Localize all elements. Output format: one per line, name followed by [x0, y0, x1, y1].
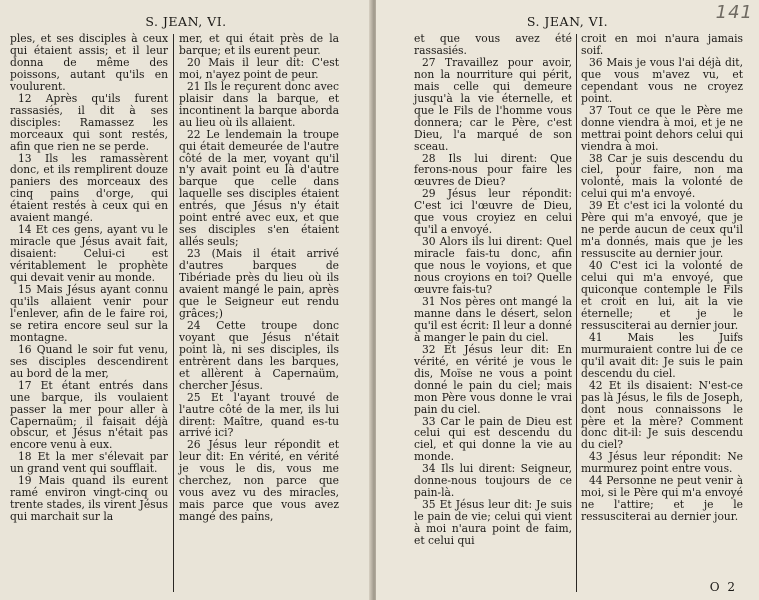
right-page — [376, 0, 759, 600]
verse: 25 Et l'ayant trouvé de l'autre côté de la mer, ils lui dirent: Maître, quand es-tu arrivé ici? — [179, 390, 339, 440]
verse: 35 Et Jésus leur dit: Je suis le pain de vie; celui qui vient à moi n'aura point de faim, et celui qui — [414, 498, 572, 548]
verse: 19 Mais quand ils eurent ramé environ vingt-cinq ou trente stades, ils virent Jésus qui marchait sur la — [10, 474, 168, 524]
verse: 40 C'est ici la volonté de celui qui m'a envoyé, que quiconque contemple le Fils et croit en lui, ait la vie éternelle; et je le ressusciterai au dernier jour. — [581, 259, 743, 332]
right-column-rule — [576, 34, 577, 592]
verse: 30 Alors ils lui dirent: Quel miracle fais-tu donc, afin que nous le voyions, et que nous croyions en toi? Quelle œuvre fais-tu? — [414, 235, 572, 297]
left-column-2 — [179, 33, 339, 523]
verse: 33 Car le pain de Dieu est celui qui est descendu du ciel, et qui donne la vie au monde. — [414, 414, 572, 464]
left-column-1 — [10, 33, 168, 523]
verse: 42 Et ils disaient: N'est-ce pas là Jésus, le fils de Joseph, dont nous connaissons le père et la mère? Comment donc dit-il: Je suis descendu du ciel? — [581, 378, 743, 452]
verse: 29 Jésus leur répondit: C'est ici l'œuvre de Dieu, que vous croyiez en celui qu'il a envoyé. — [414, 187, 572, 237]
verse: 12 Après qu'ils furent rassasiés, il dit à ses disciples: Ramassez les morceaux qui sont restés, afin que rien ne se perde. — [10, 91, 168, 153]
verse: 43 Jésus leur répondit: Ne murmurez point entre vous. — [581, 450, 743, 476]
verse: 41 Mais les Juifs murmuraient contre lui de ce qu'il avait dit: Je suis le pain descendu du ciel. — [581, 330, 743, 380]
verse: 34 Ils lui dirent: Seigneur, donne-nous toujours de ce pain-là. — [414, 462, 572, 500]
verse: 27 Travaillez pour avoir, non la nourriture qui périt, mais celle qui demeure jusqu'à la vie éternelle, et que le Fils de l'homme vous donnera; car le Père, c'est Dieu, l'a marqué de son sceau. — [414, 55, 572, 153]
verse-continuation: et que vous avez été rassasiés. — [414, 32, 572, 57]
verse: 37 Tout ce que le Père me donne viendra à moi, et je ne mettrai point dehors celui qui viendra à moi. — [581, 103, 743, 153]
right-running-header: S. JEAN, VI. — [526, 14, 609, 29]
verse: 16 Quand le soir fut venu, ses disciples descendirent au bord de la mer, — [10, 342, 168, 380]
verse: 26 Jésus leur répondit et leur dit: En vérité, en vérité je vous le dis, vous me cherchez, non parce que vous avez vu des miracles, mais parce que vous avez mangé des pains, — [179, 438, 339, 524]
verse: 24 Cette troupe donc voyant que Jésus n'était point là, ni ses disciples, ils entrèrent dans les barques, et allèrent à Capernaüm, chercher Jésus. — [179, 318, 339, 392]
verse: 15 Mais Jésus ayant connu qu'ils allaient venir pour l'enlever, afin de le faire roi, se retira encore seul sur la montagne. — [10, 283, 168, 344]
verse-continuation: mer, et qui était près de la barque; et ils eurent peur. — [179, 32, 339, 57]
verse: 32 Et Jésus leur dit: En vérité, en vérité je vous le dis, Moïse ne vous a point donné le pain du ciel; mais mon Père vous donne le vrai pain du ciel. — [414, 342, 572, 416]
verse: 21 Ils le reçurent donc avec plaisir dans la barque, et incontinent la barque aborda au lieu où ils allaient. — [179, 79, 339, 129]
verse: 17 Et étant entrés dans une barque, ils voulaient passer la mer pour aller à Capernaüm; il faisait déjà obscur, et Jésus n'était pas encore venu à eux. — [10, 378, 168, 452]
right-column-2 — [581, 33, 743, 523]
verse-continuation: croit en moi n'aura jamais soif. — [581, 32, 743, 57]
verse: 44 Personne ne peut venir à moi, si le Père qui m'a envoyé ne l'attire; et je le ressusciterai au dernier jour. — [581, 474, 743, 524]
verse: 22 Le lendemain la troupe qui était demeurée de l'autre côté de la mer, voyant qu'il n'y avait point eu là d'autre barque que celle dans laquelle ses disciples étaient entrés, que Jésus n'y était point entré avec eux, et que ses disciples s'en étaient allés seuls; — [179, 127, 339, 249]
pencil-page-number: 141 — [715, 2, 753, 23]
verse: 28 Ils lui dirent: Que ferons-nous pour faire les œuvres de Dieu? — [414, 151, 572, 189]
verse: 20 Mais il leur dit: C'est moi, n'ayez point de peur. — [179, 55, 339, 81]
verse: 38 Car je suis descendu du ciel, pour faire, non ma volonté, mais la volonté de celui qui m'a envoyé. — [581, 151, 743, 201]
right-column-1 — [414, 33, 572, 547]
verse: 39 Et c'est ici la volonté du Père qui m'a envoyé, que je ne perde aucun de ceux qu'il m'a donnés, mais que je les ressuscite au dernier jour. — [581, 199, 743, 261]
verse: 18 Et la mer s'élevait par un grand vent qui soufflait. — [10, 450, 168, 476]
verse: 13 Ils les ramassèrent donc, et ils remplirent douze paniers des morceaux des cinq pains d'orge, qui étaient restés à ceux qui en avaient mangé. — [10, 151, 168, 225]
verse: 23 (Mais il était arrivé d'autres barques de Tibériade près du lieu où ils avaient mangé le pain, après que le Seigneur eut rendu grâces;) — [179, 247, 339, 320]
verse: 14 Et ces gens, ayant vu le miracle que Jésus avait fait, disaient: Celui-ci est véritablement le prophète qui devait venir au monde. — [10, 223, 168, 285]
verse-continuation: ples, et ses disciples à ceux qui étaient assis; et il leur donna de même des poissons, autant qu'ils en voulurent. — [10, 32, 168, 93]
verse: 36 Mais je vous l'ai déjà dit, que vous m'avez vu, et cependant vous ne croyez point. — [581, 55, 743, 105]
verse: 31 Nos pères ont mangé la manne dans le désert, selon qu'il est écrit: Il leur a donné à manger le pain du ciel. — [414, 294, 572, 344]
printer-signature: O 2 — [709, 580, 737, 594]
left-page — [0, 0, 372, 600]
left-running-header: S. JEAN, VI. — [145, 14, 227, 29]
left-column-rule — [173, 34, 174, 592]
